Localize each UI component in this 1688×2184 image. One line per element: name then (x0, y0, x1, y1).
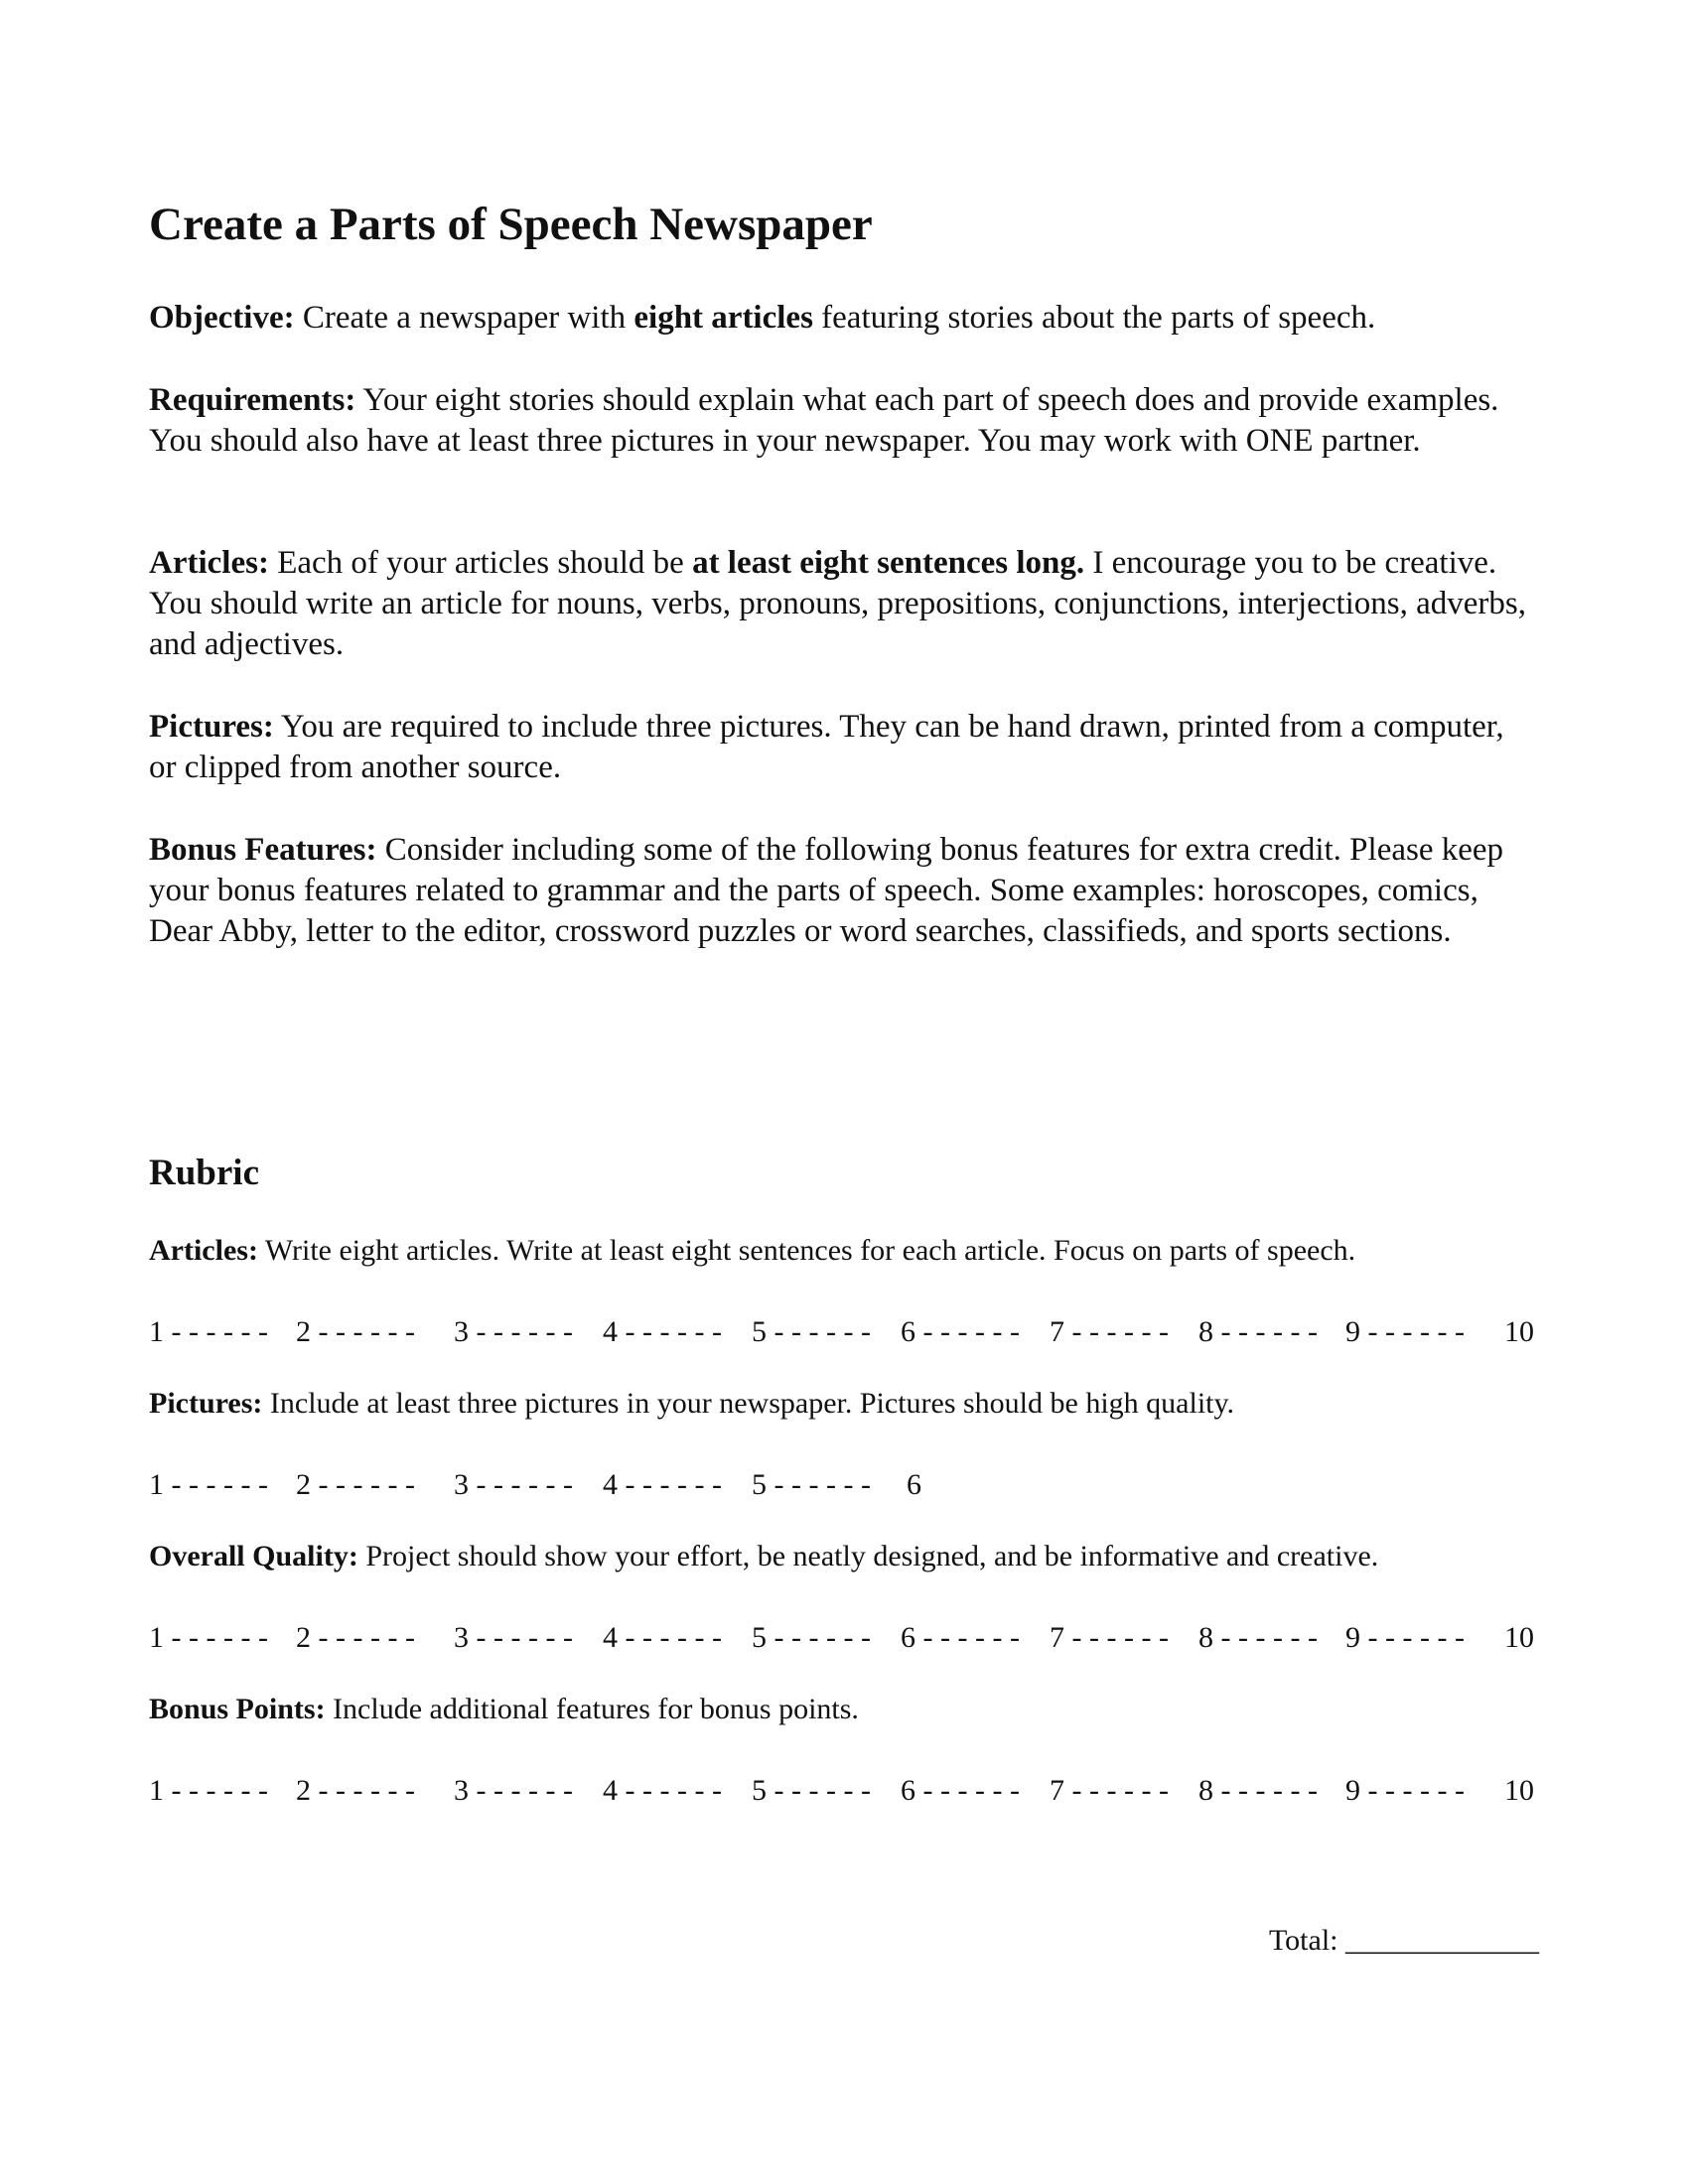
scale-point: 1 - - - - - - (149, 1774, 268, 1807)
page-title: Create a Parts of Speech Newspaper (149, 199, 873, 250)
objective-emphasis: eight articles (633, 300, 813, 336)
scale-point: 4 - - - - - - (603, 1621, 722, 1654)
objective-text-end: featuring stories about the parts of speech. (812, 300, 1376, 336)
scale-point: 1 - - - - - - (149, 1468, 268, 1501)
pictures-paragraph (149, 707, 1539, 788)
bonus-features-text: Consider including some of the following bonus features for extra credit. Please keep your bonus features related to grammar and the parts of speech. Some examples: horoscopes, comics, Dear Abby, letter to the editor, crossword puzzles or word searches, classifieds, and sports sections. (149, 832, 1504, 949)
articles-emphasis: at least eight sentences long. (692, 545, 1085, 581)
scale-point: 5 - - - - - - (752, 1774, 871, 1807)
scale-point: 9 - - - - - - (1345, 1774, 1465, 1807)
scale-point: 3 - - - - - - (454, 1315, 573, 1348)
scale-point: 4 - - - - - - (603, 1468, 722, 1501)
scale-point: 8 - - - - - - (1198, 1774, 1318, 1807)
rubric-articles-text: Write eight articles. Write at least eight sentences for each article. Focus on parts of speech. (257, 1234, 1356, 1267)
scale-point: 8 - - - - - - (1198, 1621, 1318, 1654)
scale-point: 9 - - - - - - (1345, 1621, 1465, 1654)
rubric-bonus-label: Bonus Points: (149, 1693, 326, 1725)
scale-point: 6 - - - - - - (901, 1774, 1020, 1807)
total-label: Total: (1268, 1924, 1338, 1957)
scale-point: 1 - - - - - - (149, 1621, 268, 1654)
scale-point: 10 (1504, 1621, 1534, 1654)
articles-text-start: Each of your articles should be (268, 545, 693, 581)
rubric-bonus-scale (149, 1771, 1539, 1811)
scale-point: 9 - - - - - - (1345, 1315, 1465, 1348)
objective-label: Objective: (149, 300, 295, 336)
scale-point: 4 - - - - - - (603, 1315, 722, 1348)
scale-point: 5 - - - - - - (752, 1621, 871, 1654)
objective-text-start: Create a newspaper with (294, 300, 634, 336)
rubric-quality-scale (149, 1618, 1539, 1658)
rubric-bonus-line (149, 1691, 1539, 1728)
scale-point: 2 - - - - - - (296, 1468, 415, 1501)
rubric-quality-line (149, 1538, 1539, 1575)
bonus-features-paragraph (149, 830, 1539, 952)
requirements-paragraph (149, 380, 1539, 462)
objective-paragraph (149, 298, 1539, 339)
rubric-articles-scale (149, 1312, 1539, 1352)
requirements-text: Your eight stories should explain what each part of speech does and provide examples. You should also have at least three pictures in your newspaper. You may work with ONE partner. (149, 382, 1499, 459)
scale-point: 3 - - - - - - (454, 1621, 573, 1654)
pictures-text: You are required to include three pictures. They can be hand drawn, printed from a computer, or clipped from another source. (149, 709, 1504, 785)
scale-point: 6 (907, 1468, 921, 1501)
scale-point: 5 - - - - - - (752, 1315, 871, 1348)
rubric-bonus-text: Include additional features for bonus points. (325, 1693, 859, 1725)
articles-label: Articles: (149, 545, 269, 581)
scale-point: 2 - - - - - - (296, 1315, 415, 1348)
scale-point: 6 - - - - - - (901, 1315, 1020, 1348)
scale-point: 4 - - - - - - (603, 1774, 722, 1807)
rubric-pictures-label: Pictures: (149, 1387, 263, 1420)
rubric-pictures-scale (149, 1465, 1539, 1505)
articles-text-end: I encourage you to be creative. You should write an article for nouns, verbs, pronouns, prepositions, conjunctions, interjections, adverbs, and adjectives. (149, 545, 1527, 662)
scale-point: 7 - - - - - - (1050, 1315, 1169, 1348)
bonus-features-label: Bonus Features: (149, 832, 377, 868)
scale-point: 7 - - - - - - (1050, 1774, 1169, 1807)
total-blank[interactable]: _____________ (1345, 1924, 1539, 1957)
rubric-pictures-line (149, 1385, 1539, 1423)
scale-point: 10 (1504, 1315, 1534, 1348)
scale-point: 5 - - - - - - (752, 1468, 871, 1501)
scale-point: 6 - - - - - - (901, 1621, 1020, 1654)
pictures-label: Pictures: (149, 709, 274, 745)
requirements-label: Requirements: (149, 382, 356, 418)
scale-point: 8 - - - - - - (1198, 1315, 1318, 1348)
rubric-articles-line (149, 1232, 1539, 1270)
rubric-quality-label: Overall Quality: (149, 1540, 358, 1572)
scale-point: 7 - - - - - - (1050, 1621, 1169, 1654)
articles-paragraph (149, 543, 1539, 665)
total-line (1269, 1921, 1539, 1961)
scale-point: 3 - - - - - - (454, 1774, 573, 1807)
scale-point: 2 - - - - - - (296, 1621, 415, 1654)
scale-point: 3 - - - - - - (454, 1468, 573, 1501)
rubric-articles-label: Articles: (149, 1234, 258, 1267)
scale-point: 10 (1504, 1774, 1534, 1807)
scale-point: 1 - - - - - - (149, 1315, 268, 1348)
scale-point: 2 - - - - - - (296, 1774, 415, 1807)
rubric-quality-text: Project should show your effort, be neatly designed, and be informative and creative. (357, 1540, 1379, 1572)
rubric-title: Rubric (149, 1153, 259, 1193)
rubric-pictures-text: Include at least three pictures in your newspaper. Pictures should be high quality. (262, 1387, 1235, 1420)
